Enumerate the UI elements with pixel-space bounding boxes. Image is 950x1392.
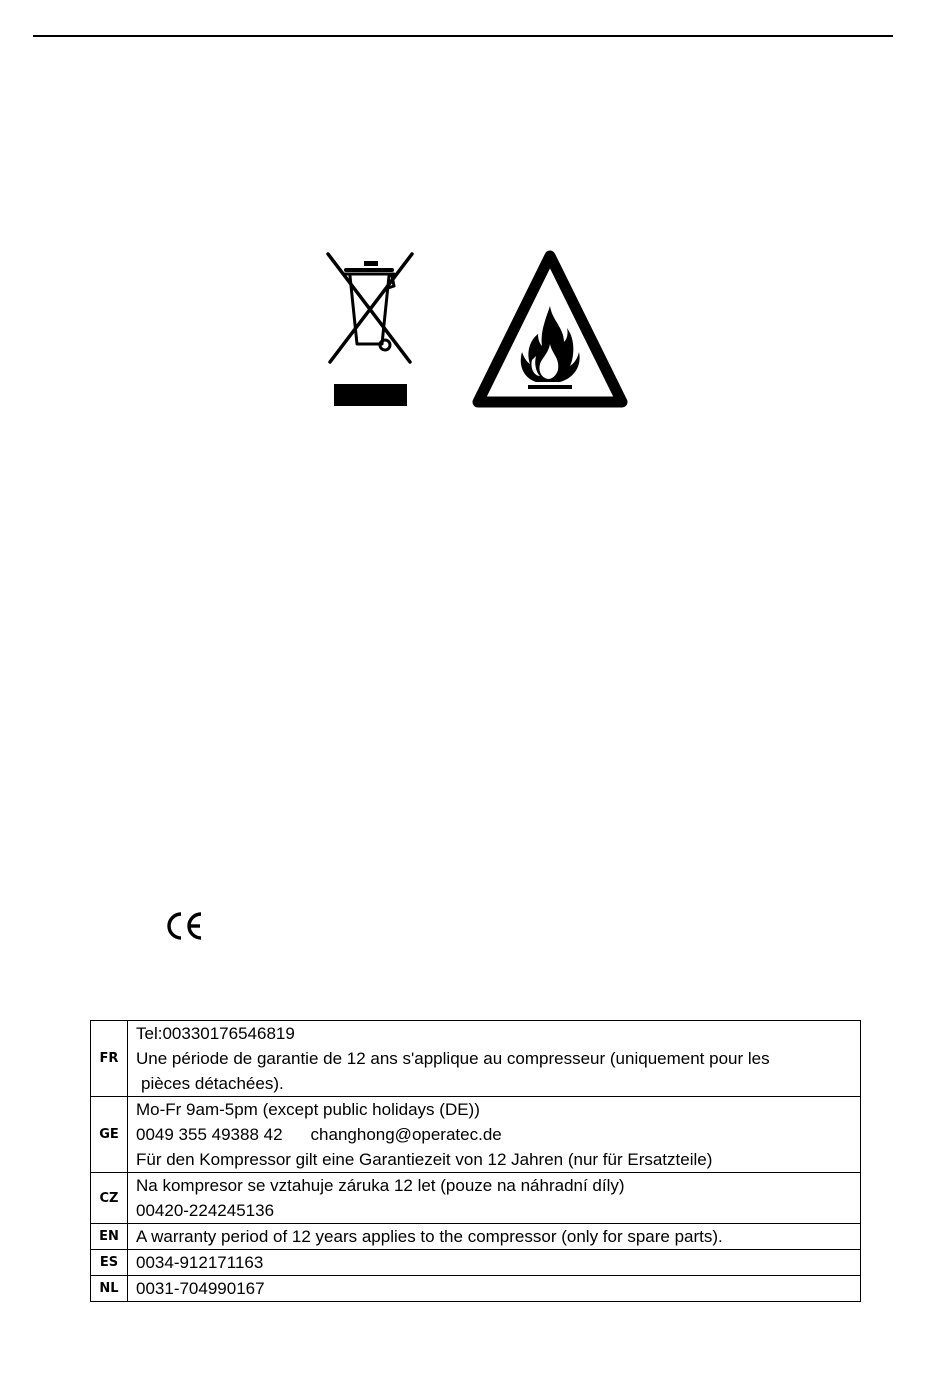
ge-phone: 0049 355 49388 42 xyxy=(136,1125,283,1144)
table-row-nl xyxy=(91,1276,861,1302)
es-phone: 0034-912171163 xyxy=(136,1253,264,1272)
contact-cell-fr xyxy=(128,1021,861,1097)
contact-table xyxy=(90,1020,861,1302)
contact-cell-cz xyxy=(128,1173,861,1224)
table-row-fr xyxy=(91,1021,861,1097)
flammable-warning-icon xyxy=(472,248,628,410)
fr-warranty-line2: pièces détachées). xyxy=(141,1074,284,1093)
ge-email-link[interactable]: changhong@operatec.de xyxy=(310,1125,502,1144)
lang-code-fr: FR xyxy=(91,1021,128,1097)
cz-warranty: Na kompresor se vztahuje záruka 12 let (pouze na náhradní díly) xyxy=(136,1176,625,1195)
table-row-ge xyxy=(91,1097,861,1173)
table-row-cz xyxy=(91,1173,861,1224)
lang-code-es: ES xyxy=(91,1250,128,1276)
ge-phone-email-line xyxy=(136,1122,860,1147)
fr-phone: Tel:00330176546819 xyxy=(136,1024,295,1043)
nl-phone: 0031-704990167 xyxy=(136,1279,265,1298)
table-row-es xyxy=(91,1250,861,1276)
en-warranty: A warranty period of 12 years applies to the compressor (only for spare parts). xyxy=(136,1227,723,1246)
contact-cell-ge xyxy=(128,1097,861,1173)
lang-code-cz: CZ xyxy=(91,1173,128,1224)
ge-hours: Mo-Fr 9am-5pm (except public holidays (DE)) xyxy=(136,1100,480,1119)
cz-phone: 00420-224245136 xyxy=(136,1201,275,1220)
header-rule xyxy=(33,35,893,37)
ge-warranty: Für den Kompressor gilt eine Garantiezeit von 12 Jahren (nur für Ersatzteile) xyxy=(136,1150,713,1169)
ce-mark-icon xyxy=(164,910,206,942)
contact-cell-es xyxy=(128,1250,861,1276)
lang-code-ge: GE xyxy=(91,1097,128,1173)
contact-cell-en xyxy=(128,1224,861,1250)
contact-cell-nl xyxy=(128,1276,861,1302)
lang-code-nl: NL xyxy=(91,1276,128,1302)
weee-bin-icon xyxy=(324,250,416,410)
table-row-en xyxy=(91,1224,861,1250)
lang-code-en: EN xyxy=(91,1224,128,1250)
fr-warranty-line1: Une période de garantie de 12 ans s'applique au compresseur (uniquement pour les xyxy=(136,1049,770,1068)
